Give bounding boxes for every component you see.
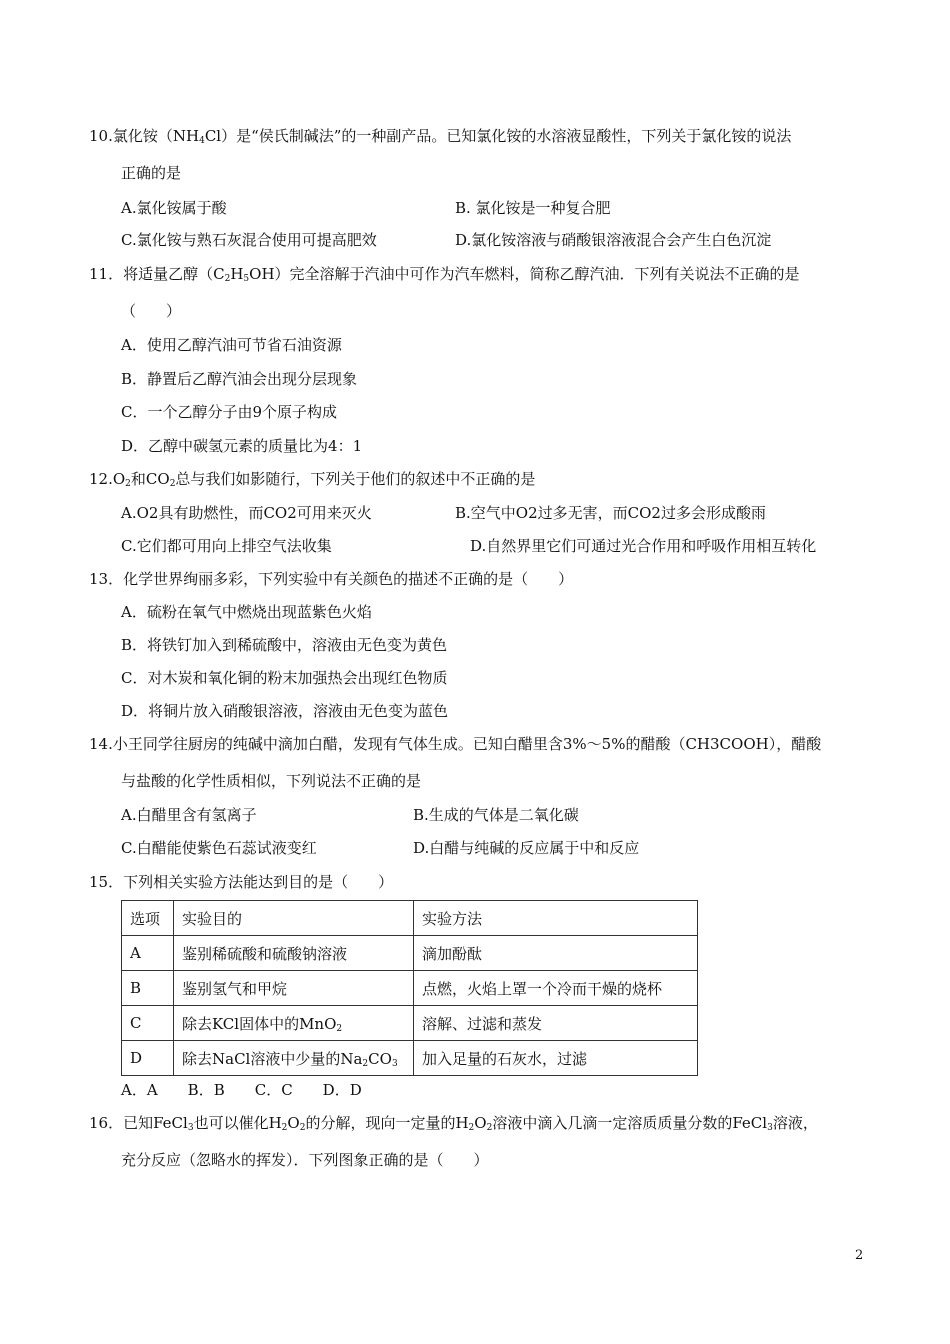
table-row [122,971,698,1006]
q13-option-a: A．硫粉在氧气中燃烧出现蓝紫色火焰 [121,603,372,621]
q11-answer-paren: （ ） [121,302,182,320]
row-d-option: D [122,1041,174,1076]
header-option: 选项 [122,901,174,936]
q14-number: 14. [89,735,113,753]
q12-option-d: D.自然界里它们可通过光合作用和呼吸作用相互转化 [470,537,817,555]
table-row [122,1006,698,1041]
q16-stem-line2: 充分反应（忽略水的挥发）．下列图象正确的是（ ） [121,1151,489,1169]
q13-option-b: B．将铁钉加入到稀硫酸中，溶液由无色变为黄色 [121,636,448,654]
q15-choices: A．A B．B C．C D．D [121,1081,362,1099]
q10-stem: 10.氯化铵$(NH_4Cl)$是“侯氏制碱法”的一种副产品。已知氯化铵的水溶液显酸性，下列关于氯化铵的说法 [89,127,792,146]
q10-number: 10. [89,127,113,145]
page-number: 2 [855,1248,864,1263]
q10-option-d: D.氯化铵溶液与硝酸银溶液混合会产生白色沉淀 [455,231,772,249]
q12-stem: $12.O_2$和$CO_2$总与我们如影随行，下列关于他们的叙述中不正确的是 [89,470,536,489]
q14-option-b: B.生成的气体是二氧化碳 [413,806,579,824]
row-c-goal: 除去KCl固体中的MnO$_2$ [174,1006,414,1041]
header-goal: 实验目的 [174,901,414,936]
table-row [122,1041,698,1076]
q14-option-a: A.白醋里含有氢离子 [121,806,257,824]
row-a-option: A [122,936,174,971]
q11-option-a: A．使用乙醇汽油可节省石油资源 [121,336,342,354]
q11-stem: 11．将适量乙醇$(C_2H_5OH)$完全溶解于汽油中可作为汽车燃料，简称乙醇汽油．下列有关说法不正确的是 [89,265,800,284]
q12-number: 12. [89,470,113,488]
q12-option-c: C.它们都可用向上排空气法收集 [121,537,332,555]
q12-option-a: A.O2具有助燃性，而CO2可用来灭火 [121,504,372,522]
q11-option-d: D．乙醇中碳氢元素的质量比为4：1 [121,437,363,455]
experiment-table [121,900,698,1076]
table-row [122,936,698,971]
q13-stem: 13．化学世界绚丽多彩，下列实验中有关颜色的描述不正确的是（ ） [89,570,574,588]
q10-stem-line2: 正确的是 [121,164,182,182]
q15-stem: 15．下列相关实验方法能达到目的是（ ） [89,873,394,891]
row-a-method: 滴加酚酞 [414,936,698,971]
q11-option-b: B．静置后乙醇汽油会出现分层现象 [121,370,358,388]
q10-option-c: C.氯化铵与熟石灰混合使用可提高肥效 [121,231,377,249]
row-c-option: C [122,1006,174,1041]
row-b-goal: 鉴别氢气和甲烷 [174,971,414,1006]
q11-number: 11． [89,265,124,283]
q14-stem-line2: 与盐酸的化学性质相似，下列说法不正确的是 [121,772,422,790]
q14-option-d: D.白醋与纯碱的反应属于中和反应 [413,839,640,857]
q13-number: 13． [89,570,124,588]
q16-number: 16． [89,1114,124,1132]
q14-option-c: C.白醋能使紫色石蕊试液变红 [121,839,317,857]
q15-number: 15． [89,873,124,891]
q16-stem: 16．已知FeCl$_3$也可以催化$H_2O_2$的分解，现向一定量的$H_2O_2$溶液中滴入几滴一定溶质质量分数的FeCl$_3$溶液， [89,1114,818,1133]
row-c-method: 溶解、过滤和蒸发 [414,1006,698,1041]
q10-option-a: A.氯化铵属于酸 [121,199,227,217]
row-a-goal: 鉴别稀硫酸和硫酸钠溶液 [174,936,414,971]
table-header-row [122,901,698,936]
q13-option-c: C．对木炭和氧化铜的粉末加强热会出现红色物质 [121,669,448,687]
row-d-method: 加入足量的石灰水，过滤 [414,1041,698,1076]
header-method: 实验方法 [414,901,698,936]
q11-option-c: C．一个乙醇分子由9个原子构成 [121,403,338,421]
q10-option-b: B. 氯化铵是一种复合肥 [455,199,611,217]
q12-option-b: B.空气中O2过多无害，而CO2过多会形成酸雨 [455,504,766,522]
q13-option-d: D．将铜片放入硝酸银溶液，溶液由无色变为蓝色 [121,702,449,720]
q14-stem: 14.小王同学往厨房的纯碱中滴加白醋，发现有气体生成。已知白醋里含3%～5%的醋酸（CH3COOH），醋酸 [89,735,822,753]
row-b-method: 点燃，火焰上罩一个冷而干燥的烧杯 [414,971,698,1006]
row-b-option: B [122,971,174,1006]
row-d-goal: 除去NaCl溶液中少量的$Na_2CO_3$ [174,1041,414,1076]
